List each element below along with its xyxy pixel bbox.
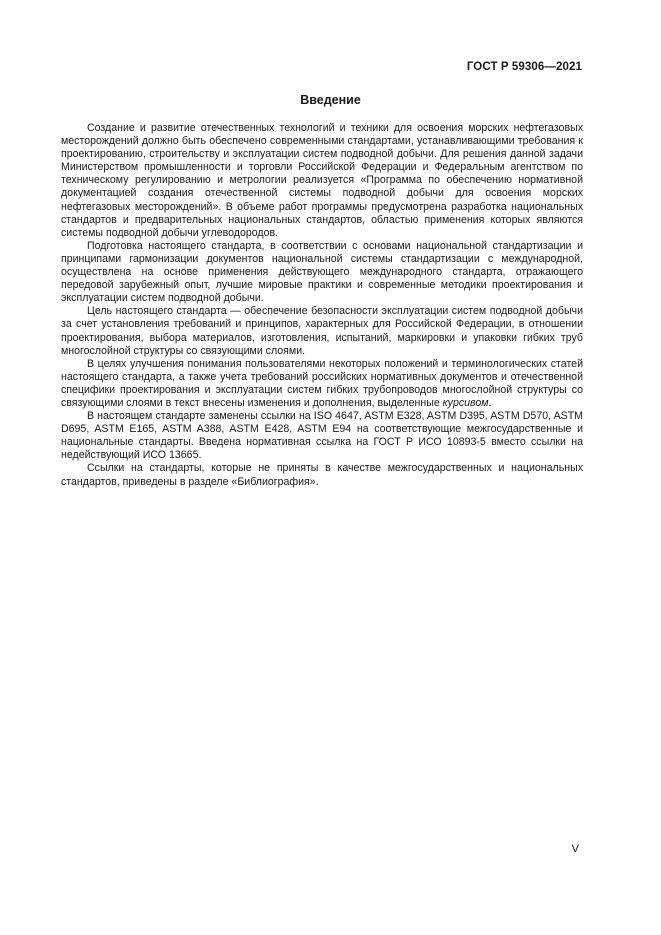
page-number: V (571, 843, 579, 855)
paragraph-3 (61, 305, 583, 357)
paragraph-2 (61, 240, 583, 305)
paragraph-1 (61, 122, 583, 240)
paragraph-6-text: Ссылки на стандарты, которые не приняты в качестве межгосударственных и национальных стандартов, приведены в разделе «Библиография». (61, 462, 583, 488)
paragraph-4-text: В целях улучшения понимания пользователями некоторых положений и терминологических статей настоящего стандарта, а также учета требований российских нормативных документов и отечественной специфики проектирования и эксплуатации систем гибких трубопроводов многослойной структуры со связующими слоями в текст внесены изменения и дополнения, выделенные (61, 357, 583, 409)
document-code: ГОСТ Р 59306—2021 (466, 61, 582, 73)
paragraph-5-text: В настоящем стандарте заменены ссылки на ISO 4647, ASTM E328, ASTM D395, ASTM D570, ASTM D695, ASTM E165, ASTM A388, ASTM E428, ASTM E94 на соответствующие межгосударственные и национальные стандарты. Введена нормативная ссылка на ГОСТ Р ИСО 10893-5 вместо ссылки на недействующий ИСО 13665. (61, 410, 583, 462)
section-body (61, 122, 583, 489)
paragraph-6 (61, 462, 583, 488)
section-title: Введение (300, 93, 361, 107)
paragraph-5 (61, 410, 583, 462)
paragraph-4 (61, 358, 583, 410)
paragraph-4-tail: . (488, 396, 492, 409)
paragraph-4-emphasis: курсивом (442, 396, 489, 409)
paragraph-2-text: Подготовка настоящего стандарта, в соответствии с основами национальной стандартизации и принципами гармонизации документов национальной системы стандартизации с международной, осуществлена на основе применения действующего международного стандарта, отражающего передовой зарубежный опыт, лучшие мировые практики и современные методики проектирования и эксплуатации систем подводной добычи. (61, 239, 583, 305)
paragraph-3-text: Цель настоящего стандарта — обеспечение безопасности эксплуатации систем подводной добычи за счет установления требований и принципов, характерных для Российской Федерации, в отношении проектирования, выбора материалов, изготовления, испытаний, маркировки и упаковки гибких труб многослойной структуры со связующими слоями. (61, 305, 583, 357)
paragraph-1-text: Создание и развитие отечественных технологий и техники для освоения морских нефтегазовых месторождений должно быть обеспечено современными стандартами, устанавливающими требования к проектированию, строительству и эксплуатации систем подводной добычи. Для решения данной задачи Министерством промышленности и торговли Российской Федерации и Федеральным агентством по техническому регулированию и метрологии реализуется «Программа по обеспечению нормативной документацией создания отечественной системы подводной добычи для освоения морских нефтегазовых месторождений». В объеме работ программы предусмотрена разработка национальных стандартов и предварительных национальных стандартов, областью применения которых являются системы подводной добычи углеводородов. (61, 122, 583, 239)
